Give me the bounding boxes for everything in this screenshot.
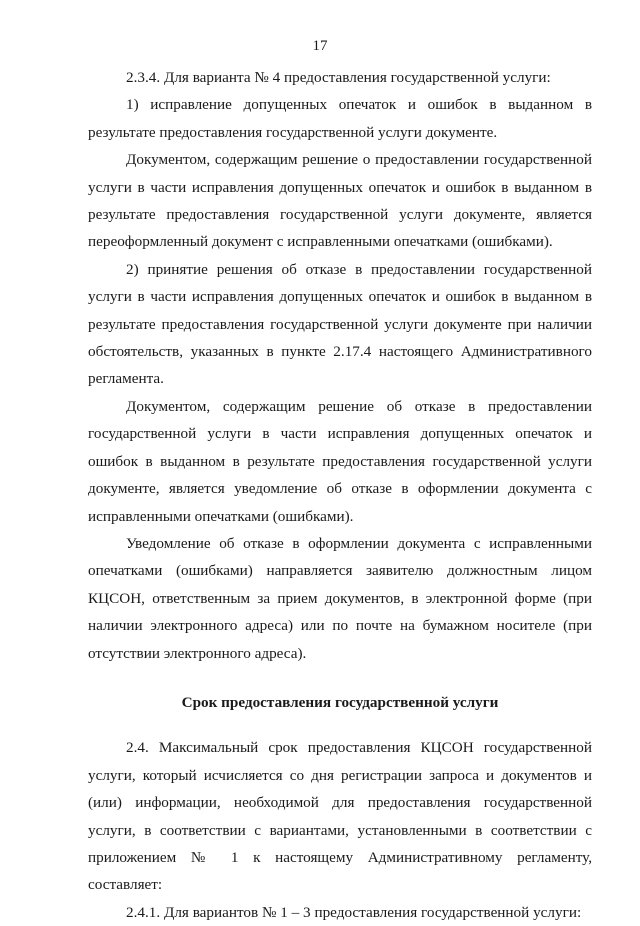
paragraph-2-4: 2.4. Максимальный срок предоставления КЦСОН государственной услуги, который исчисляется со дня регистрации запроса и документов и (или) информации, необходимой для предоставления государственной услуги, в соответствии с вариантами, установленными в соответствии с приложением № 1 к настоящему Административному регламенту, составляет: <box>88 739 592 894</box>
paragraph-item-2: 2) принятие решения об отказе в предоставлении государственной услуги в части исправления допущенных опечаток и ошибок в выданном в результате предоставления государственной услуги документе при наличии обстоятельств, указанных в пункте 2.17.4 настоящего Административного регламента. <box>88 260 592 388</box>
paragraph-2-3-4: 2.3.4. Для варианта № 4 предоставления государственной услуги: <box>126 69 551 86</box>
page-number: 17 <box>312 38 328 54</box>
paragraph-refusal-notice: Уведомление об отказе в оформлении документа с исправленными опечатками (ошибками) направляется заявителю должностным лицом КЦСОН, ответственным за прием документов, в электронной форме (при наличии электронного адреса) или по почте на бумажном носителе (при отсутствии электронного адреса). <box>88 534 592 662</box>
document-body <box>88 64 592 926</box>
paragraph-2-4-1: 2.4.1. Для вариантов № 1 – 3 предоставления государственной услуги: <box>126 903 582 921</box>
paragraph-decision-document: Документом, содержащим решение о предоставлении государственной услуги в части исправления допущенных опечаток и ошибок в выданном в результате предоставления государственной услуги документе, является переоформленный документ с исправленными опечатками (ошибками). <box>88 151 592 251</box>
paragraph-refusal-document: Документом, содержащим решение об отказе в предоставлении государственной услуги в части исправления допущенных опечаток и ошибок в выданном в результате предоставления государственной услуги документе, является уведомление об отказе в оформлении документа с исправленными опечатками (ошибками). <box>88 397 592 525</box>
paragraph-item-1: 1) исправление допущенных опечаток и ошибок в выданном в результате предоставления государственной услуги документе. <box>88 96 592 141</box>
section-heading: Срок предоставления государственной услуги <box>181 693 499 711</box>
